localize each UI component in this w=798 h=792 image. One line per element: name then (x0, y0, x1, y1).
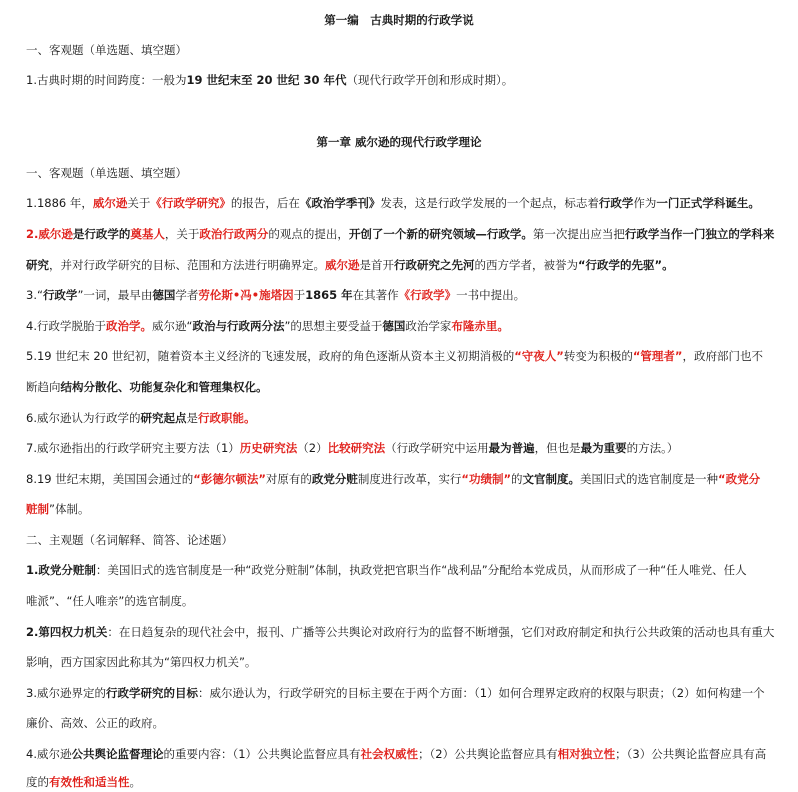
bold-text: 行政研究之先河 (394, 258, 475, 272)
red-text: “管理者” (632, 349, 683, 363)
bold-text: 最为普遍 (488, 441, 535, 455)
text: ：美国旧式的选官制度是一种“政党分赃制”体制，执政党把官职当作“战利品”分配给本党成员，从而形成了一种“任人唯党、任人 (95, 563, 747, 577)
text: 度的 (26, 775, 49, 789)
text: 的观点的提出， (268, 227, 349, 241)
red-text: 奠基人 (130, 227, 165, 241)
red-text: 《行政学研究》 (150, 196, 231, 210)
bold-text: 德国 (382, 319, 406, 333)
text: 3.威尔逊界定的 (26, 686, 106, 700)
item-2-line-1 (26, 224, 776, 244)
text: 对原有的 (265, 472, 312, 486)
text: 。 (129, 775, 141, 789)
red-text: 有效性和适当性 (49, 775, 130, 789)
bold-text: 文官制度。 (522, 472, 581, 486)
q3-line-2: 廉价、高效、公正的政府。 (26, 716, 164, 730)
text: 一书中提出。 (456, 288, 526, 302)
text: 4.威尔逊 (26, 747, 72, 761)
red-text: 2. (26, 227, 39, 241)
bold-text: 1865 年 (305, 288, 353, 302)
bold-text: 行政学 (42, 288, 78, 302)
text: 的 (511, 472, 523, 486)
text: 4.行政学脱胎于 (26, 319, 106, 333)
text: ”体制。 (49, 502, 90, 516)
red-text: 威尔逊 (38, 227, 73, 241)
red-text: “彭德尔顿法” (193, 472, 266, 486)
text: 3.“ (26, 288, 43, 302)
text: 是首开 (359, 258, 394, 272)
item-5-line-1 (26, 346, 776, 366)
text: 断趋向 (26, 380, 61, 394)
bold-text: 是行政学的 (72, 227, 131, 241)
text: ”的思想主要受益于 (284, 319, 383, 333)
text: ：在日趋复杂的现代社会中，报刊、广播等公共舆论对政府行为的监督不断增强，它们对政府制定和执行公共政策的活动也具有重大 (107, 625, 775, 639)
item-5-line-2 (26, 377, 776, 397)
chapter-title: 第一章 威尔逊的现代行政学理论 (316, 135, 482, 149)
q4-line-2 (26, 772, 776, 792)
red-text: “政党分 (718, 472, 761, 486)
bold-text: 19 世纪末至 20 世纪 30 年代 (186, 73, 347, 87)
red-text: 历史研究法 (239, 441, 298, 455)
text: 转变为积极的 (563, 349, 633, 363)
red-text: “守夜人” (514, 349, 564, 363)
item-6 (26, 408, 776, 428)
bold-text: 结构分散化、功能复杂化和管理集权化。 (60, 380, 268, 394)
text: 8.19 世纪末期，美国国会通过的 (26, 472, 194, 486)
red-text: 政治行政两分 (199, 227, 269, 241)
bold-text: 开创了一个新的研究领域—行政学。 (348, 227, 533, 241)
bold-text: 1. (26, 563, 39, 577)
q3-line-1 (26, 683, 776, 703)
text: 7.威尔逊指出的行政学研究主要方法（1） (26, 441, 240, 455)
bold-text: 一门正式学科诞生。 (656, 196, 760, 210)
bold-text: “行政学的先驱”。 (578, 258, 674, 272)
bold-text: 第四权力机关 (38, 625, 108, 639)
item-8-line-2 (26, 499, 776, 519)
text: 第一次提出应当把 (532, 227, 625, 241)
red-text: 政治学。 (105, 319, 152, 333)
q4-line-1 (26, 744, 776, 764)
text: （2） (297, 441, 328, 455)
text: 的重要内容：（1）公共舆论监督应具有 (163, 747, 361, 761)
text: 6.威尔逊认为行政学的 (26, 411, 141, 425)
red-text: 行政职能。 (197, 411, 256, 425)
text: 1.古典时期的时间跨度：一般为 (26, 73, 187, 87)
red-text: 赃制 (26, 502, 49, 516)
intro-paragraph (26, 70, 776, 90)
text: 关于 (127, 196, 151, 210)
item-7 (26, 438, 776, 458)
red-text: 威尔逊 (92, 196, 128, 210)
text: ，并对行政学研究的目标、范围和方法进行明确界定。 (49, 258, 325, 272)
bold-text: 行政学 (598, 196, 634, 210)
q1-line-2: 唯派”、“任人唯亲”的选官制度。 (26, 594, 194, 608)
red-text: 比较研究法 (327, 441, 386, 455)
bold-text: 行政学研究的目标 (105, 686, 198, 700)
section-heading-subjective: 二、主观题（名词解释、简答、论述题） (26, 533, 233, 547)
bold-text: 政党分赃制 (38, 563, 96, 577)
bold-text: 政治与行政两分法 (192, 319, 285, 333)
q1-line-1 (26, 560, 776, 580)
text: 学者 (175, 288, 199, 302)
red-text: 《行政学》 (398, 288, 457, 302)
text: 5.19 世纪末 20 世纪初，随着资本主义经济的飞速发展，政府的角色逐渐从资本主义初期消极的 (26, 349, 515, 363)
red-text: 相对独立性 (557, 747, 616, 761)
text: 作为 (633, 196, 657, 210)
red-text: 布隆赤里。 (451, 319, 509, 333)
text: 在其著作 (352, 288, 399, 302)
bold-text: 行政学当作一门独立的学科来 (624, 227, 775, 241)
red-text: 威尔逊 (325, 258, 360, 272)
text: （现代行政学开创和形成时期）。 (346, 73, 514, 87)
red-text: “功绩制” (461, 472, 512, 486)
text: ，关于 (164, 227, 200, 241)
text: 的报告，后在 (230, 196, 300, 210)
q2-line-1 (26, 622, 776, 642)
bold-text: 2. (26, 625, 39, 639)
text: 1.1886 年， (26, 196, 93, 210)
text: 于 (293, 288, 306, 302)
bold-text: 公共舆论监督理论 (71, 747, 164, 761)
bold-text: 《政治学季刊》 (299, 196, 381, 210)
text: ；（2）公共舆论监督应具有 (418, 747, 558, 761)
item-2-line-2 (26, 255, 776, 275)
item-4 (26, 316, 776, 336)
item-3 (26, 285, 776, 305)
text: 的西方学者，被誉为 (474, 258, 578, 272)
section-heading-objective-2: 一、客观题（单选题、填空题） (26, 166, 187, 180)
text: 美国旧式的选官制度是一种 (580, 472, 719, 486)
text: 发表，这是行政学发展的一个起点，标志着 (380, 196, 599, 210)
bold-text: 最为重要 (580, 441, 627, 455)
bold-text: 研究起点 (140, 411, 187, 425)
q2-line-2: 影响，西方国家因此称其为“第四权力机关”。 (26, 655, 257, 669)
bold-text: 政党分赃 (311, 472, 358, 486)
part-title: 第一编 古典时期的行政学说 (324, 13, 474, 27)
text: 政治学家 (405, 319, 452, 333)
red-text: 劳伦斯•冯•施塔因 (198, 288, 294, 302)
item-8-line-1 (26, 469, 776, 489)
text: 威尔逊“ (151, 319, 193, 333)
text: ；（3）公共舆论监督应具有高 (615, 747, 767, 761)
text: 制度进行改革，实行 (357, 472, 462, 486)
text: 是 (186, 411, 198, 425)
section-heading-objective: 一、客观题（单选题、填空题） (26, 43, 187, 57)
text: ”一词，最早由 (77, 288, 153, 302)
text: 的方法。） (626, 441, 679, 455)
bold-text: 研究 (26, 258, 49, 272)
red-text: 社会权威性 (360, 747, 419, 761)
item-1 (26, 193, 776, 213)
text: ，但也是 (534, 441, 581, 455)
text: ：威尔逊认为，行政学研究的目标主要在于两个方面：（1）如何合理界定政府的权限与职责；（2）如何构建一个 (197, 686, 765, 700)
text: ，政府部门也不 (682, 349, 763, 363)
bold-text: 德国 (152, 288, 176, 302)
text: （行政学研究中运用 (385, 441, 489, 455)
